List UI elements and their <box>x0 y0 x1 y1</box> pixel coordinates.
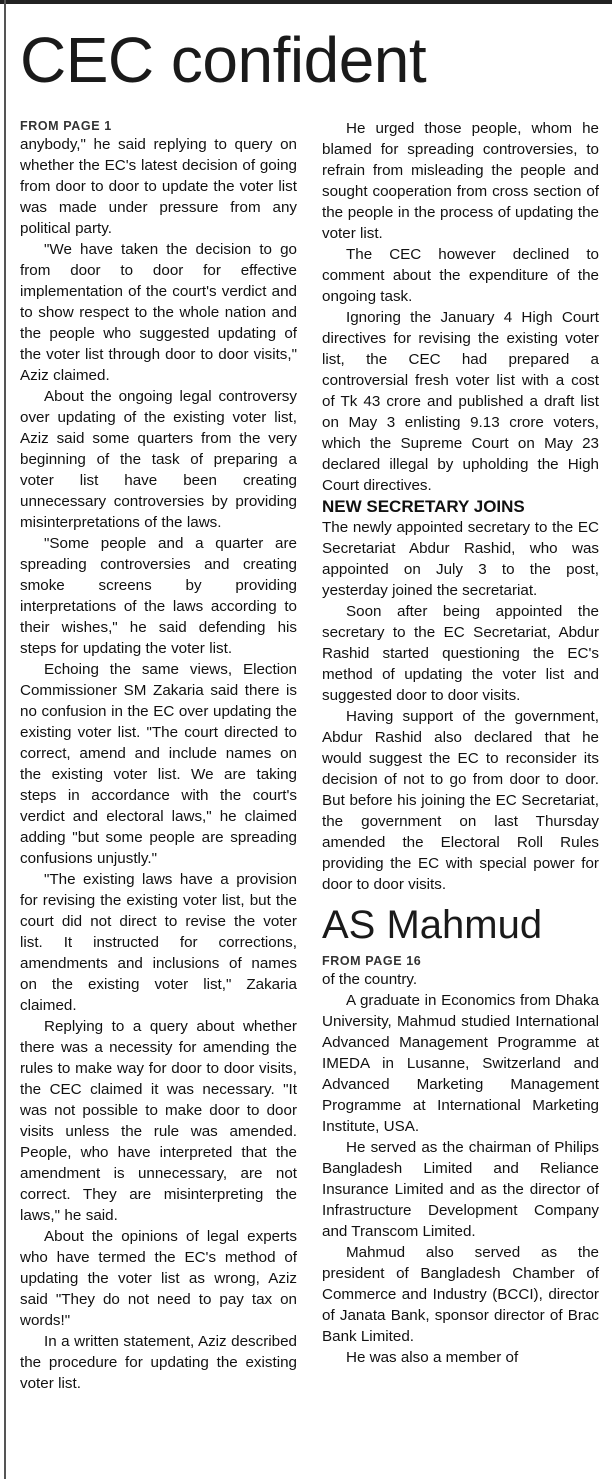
second-story-headline: AS Mahmud <box>322 903 543 947</box>
body-paragraph: Replying to a query about whether there was a necessity for amending the rules to make way for door to door visits, the CEC claimed it was necessary. "It was not possible to make door to door visits unless the rule was amended. People, who have interpreted that the amendment is unnecessary, are not correct. They are misinterpreting the laws," he said. <box>20 1018 297 1224</box>
body-paragraph: In a written statement, Aziz described the procedure for updating the existing voter list. <box>20 1333 297 1392</box>
body-paragraph: of the country. <box>322 971 418 988</box>
subhead-new-secretary: NEW SECRETARY JOINS <box>322 497 525 516</box>
body-paragraph: Ignoring the January 4 High Court directives for revising the existing voter list, the CEC had prepared a controversial fresh voter list with a cost of Tk 43 crore and published a draft list on May 3 enlisting 9.13 crore voters, which the Supreme Court on May 23 declared illegal by upholding the High Court directives. <box>322 309 599 494</box>
right-column <box>322 118 599 1368</box>
body-paragraph: Soon after being appointed the secretary to the EC Secretariat, Abdur Rashid started questioning the EC's method of updating the voter list and suggested door to door visits. <box>322 603 599 704</box>
body-paragraph: anybody," he said replying to query on whether the EC's latest decision of going from door to door to update the voter list was made under pressure from any political party. <box>20 136 297 237</box>
body-paragraph: The newly appointed secretary to the EC Secretariat Abdur Rashid, who was appointed on July 3 to the post, yesterday joined the secretariat. <box>322 519 599 599</box>
body-paragraph: He urged those people, whom he blamed for spreading controversies, to refrain from misleading the people and sought cooperation from cross section of the people in the process of updating the voter list. <box>322 120 599 242</box>
headline: CEC confident <box>20 24 427 96</box>
body-paragraph: A graduate in Economics from Dhaka University, Mahmud studied International Advanced Management Programme at IMEDA in Lusanne, Switzerland and Advanced Marketing Management Programme at International Marketing Institute, USA. <box>322 992 599 1135</box>
left-column <box>20 118 297 1394</box>
body-paragraph: Having support of the government, Abdur Rashid also declared that he would suggest the EC to reconsider its decision of not to go from door to door. But before his joining the EC Secretariat, the government on last Thursday amended the Electoral Roll Rules providing the EC with special power for door to door visits. <box>322 708 599 893</box>
left-column-rule <box>4 0 6 1479</box>
body-paragraph: "We have taken the decision to go from door to door for effective implementation of the court's verdict and to show respect to the whole nation and the people who suggested updating of the voter list through door to door visits," Aziz claimed. <box>20 241 297 384</box>
body-paragraph: He was also a member of <box>346 1349 519 1366</box>
body-paragraph: "Some people and a quarter are spreading controversies and creating smoke screens by providing interpretations of the laws according to their wishes," he said defending his steps for updating the voter list. <box>20 535 297 657</box>
body-paragraph: About the ongoing legal controversy over updating of the existing voter list, Aziz said some quarters from the very beginning of the task of preparing a voter list have been creating unnecessary controversies by providing misinterpretations of the laws. <box>20 388 297 531</box>
body-paragraph: Mahmud also served as the president of Bangladesh Chamber of Commerce and Industry (BCCI), director of Janata Bank, sponsor director of Brac Bank Limited. <box>322 1244 599 1345</box>
top-rule <box>0 0 612 4</box>
body-paragraph: About the opinions of legal experts who have termed the EC's method of updating the voter list as wrong, Aziz said "They do not need to pay tax on words!" <box>20 1228 297 1329</box>
body-paragraph: The CEC however declined to comment about the expenditure of the ongoing task. <box>322 246 599 305</box>
continuation-kicker: FROM PAGE 1 <box>20 119 112 133</box>
body-paragraph: He served as the chairman of Philips Bangladesh Limited and Reliance Insurance Limited and as the director of Infrastructure Development Company and Transcom Limited. <box>322 1139 599 1240</box>
continuation-kicker: FROM PAGE 16 <box>322 954 422 968</box>
body-paragraph: Echoing the same views, Election Commissioner SM Zakaria said there is no confusion in the EC over updating the existing voter list. "The court directed to correct, amend and include names on the existing voter list. We are taking steps in accordance with the court's verdict and electoral laws," he claimed adding "but some people are spreading confusions unjustly." <box>20 661 297 867</box>
body-paragraph: "The existing laws have a provision for revising the existing voter list, but the court did not direct to revise the voter list. It instructed for corrections, amendments and inclusions of names on the existing voter list," Zakaria claimed. <box>20 871 297 1014</box>
